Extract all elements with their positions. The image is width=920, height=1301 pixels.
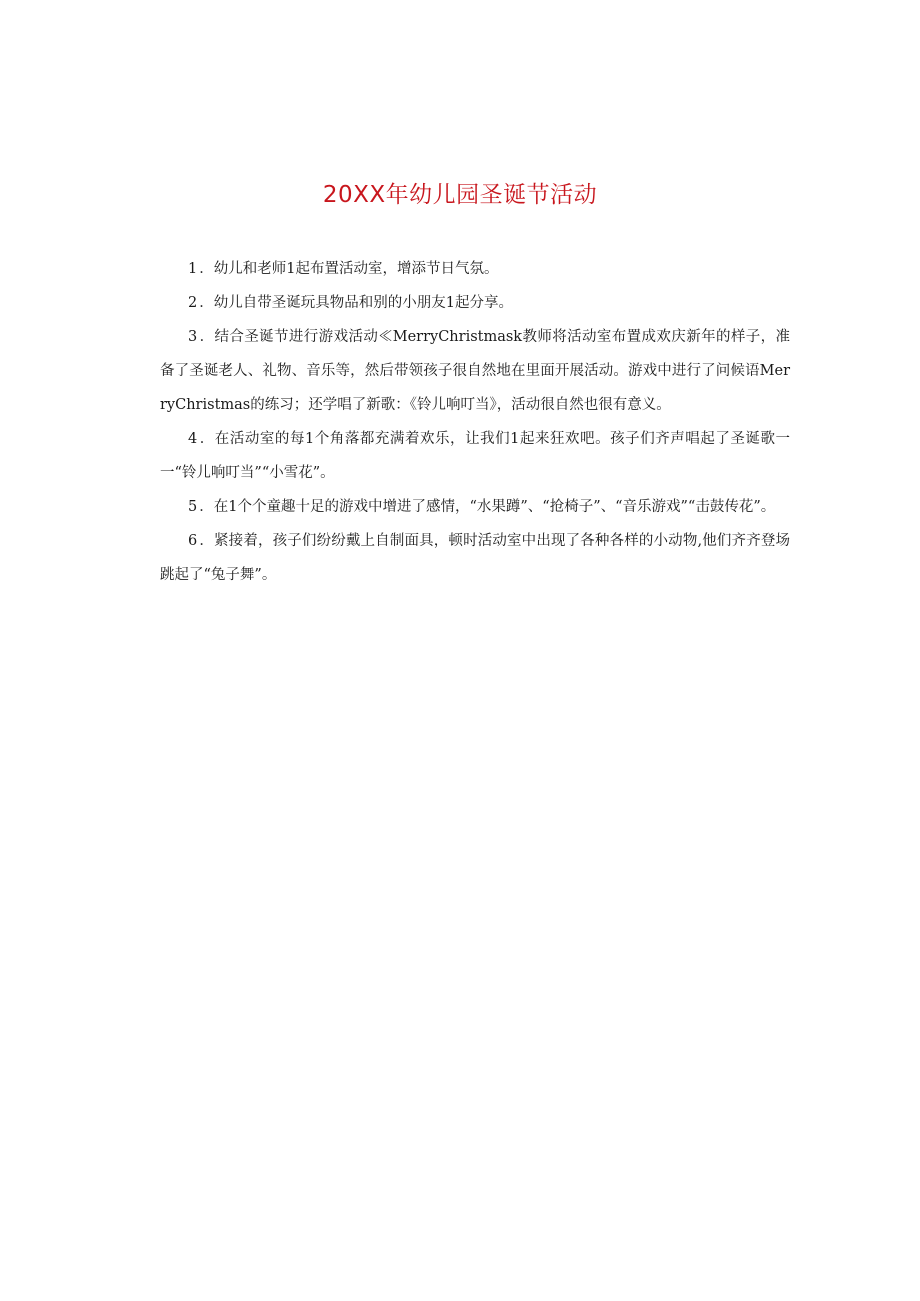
paragraph-3 xyxy=(160,320,790,422)
document-body xyxy=(160,252,790,592)
paragraph-text: ．幼儿和老师1起布置活动室，增添节日气氛。 xyxy=(199,261,499,277)
paragraph-number: 4 xyxy=(188,431,198,447)
paragraph-text: ．结合圣诞节进行游戏活动≪MerryChristmask教师将活动室布置成欢庆新年的样子，准备了圣诞老人、礼物、音乐等，然后带领孩子很自然地在里面开展活动。游戏中进行了问候语MerryChristmas的练习；还学唱了新歌：《铃儿响叮当》，活动很自然也很有意义。 xyxy=(160,329,790,413)
paragraph-number: 3 xyxy=(188,329,198,345)
paragraph-4 xyxy=(160,422,790,490)
paragraph-2 xyxy=(160,286,790,320)
paragraph-number: 6 xyxy=(188,533,198,549)
paragraph-text: ．在1个个童趣十足的游戏中增进了感情，“水果蹲”、“抢椅子”、“音乐游戏”“击鼓传花”。 xyxy=(199,499,776,515)
paragraph-number: 1 xyxy=(188,261,198,277)
paragraph-1 xyxy=(160,252,790,286)
paragraph-6 xyxy=(160,524,790,592)
paragraph-number: 2 xyxy=(188,295,198,311)
paragraph-text: ．紧接着，孩子们纷纷戴上自制面具，顿时活动室中出现了各种各样的小动物,他们齐齐登场跳起了“兔子舞”。 xyxy=(160,533,790,583)
document-title: 20XX年幼儿园圣诞节活动 xyxy=(322,182,598,208)
paragraph-text: ．幼儿自带圣诞玩具物品和别的小朋友1起分享。 xyxy=(199,295,513,311)
paragraph-5 xyxy=(160,490,790,524)
paragraph-number: 5 xyxy=(188,499,198,515)
paragraph-text: ．在活动室的每1个角落都充满着欢乐，让我们1起来狂欢吧。孩子们齐声唱起了圣诞歌一一“铃儿响叮当”“小雪花”。 xyxy=(160,431,790,481)
